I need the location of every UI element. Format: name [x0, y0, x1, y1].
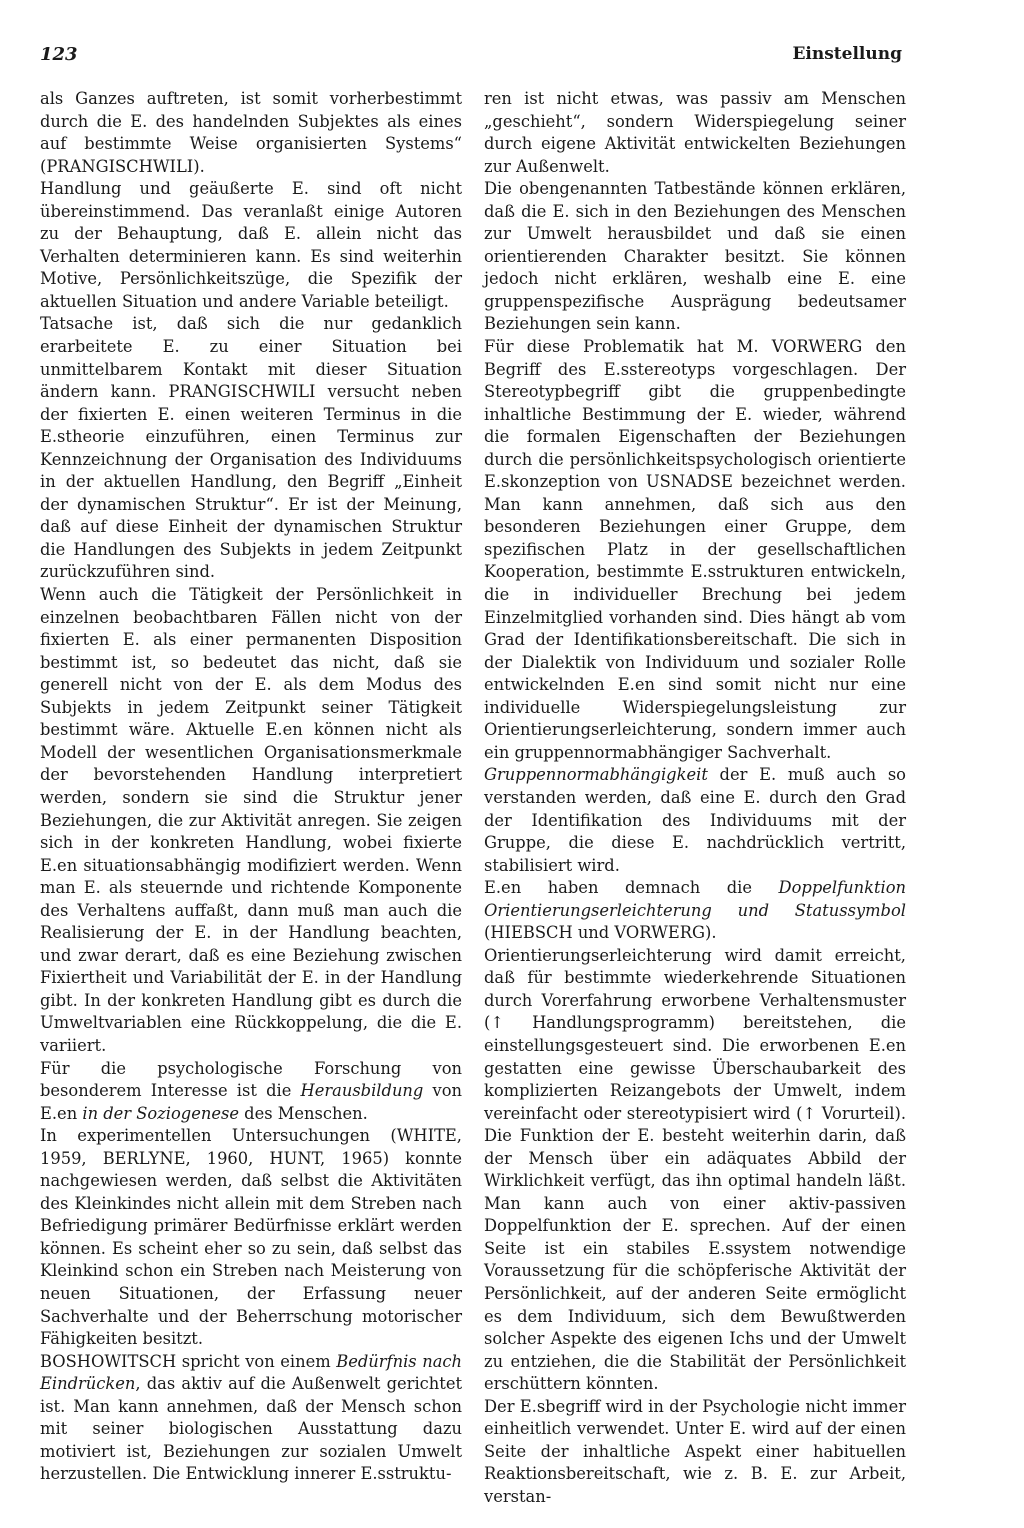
paragraph: Für diese Problematik hat M. VORWERG den Begriff des E.sstereotyps vorgeschlagen. Der Stereotypbegriff gibt die gruppenbedingte inhaltliche Bestimmung der E. wieder, während die formalen Eigenschaften der Beziehungen durch die persönlichkeitspsychologisch orientierte E.skonzeption von USNADSE bezeichnet werden. Man kann annehmen, daß sich aus den besonderen Beziehungen einer Gruppe, dem spezifischen Platz in der gesellschaftlichen Kooperation, bestimmte E.sstrukturen entwickeln, die in individueller Brechung bei jedem Einzelmitglied vorhanden sind. Dies hängt ab vom Grad der Identifikationsbereitschaft. Die sich in der Dialektik von Individuum und sozialer Rolle entwickelnden E.en sind somit nicht nur eine individuelle Widerspiegelungsleistung zur Orientierungserleichterung, sondern immer auch ein gruppennormabhängiger Sachverhalt.	[484, 337, 906, 762]
text-run: (HIEBSCH und VORWERG).	[484, 923, 717, 943]
paragraph: Wenn auch die Tätigkeit der Persönlichkeit in einzelnen beobachtbaren Fällen nicht von der fixierten E. als einer permanenten Disposition bestimmt ist, so bedeutet das nicht, daß sie generell nicht von der E. als dem Modus des Subjekts in jedem Zeitpunkt seiner Tätigkeit bestimmt wäre. Aktuelle E.en können nicht als Modell der wesentlichen Organisationsmerkmale der bevorstehenden Handlung interpretiert werden, sondern sie sind die Struktur jener Beziehungen, die zur Aktivität anregen. Sie zeigen sich in der konkreten Handlung, wobei fixierte E.en situationsabhängig modifiziert werden. Wenn man E. als steuernde und richtende Komponente des Verhaltens auffaßt, dann muß man auch die Realisierung der E. in der Handlung beachten, und zwar derart, daß es eine Beziehung zwischen Fixiertheit und Variabilität der E. in der Handlung gibt. In der konkreten Handlung gibt es durch die Umweltvariablen eine Rückkoppelung, die die E. variiert.	[40, 585, 462, 1055]
paragraph: Die obengenannten Tatbestände können erklären, daß die E. sich in den Beziehungen des Menschen zur Umwelt herausbildet und daß sie einen orientierenden Charakter besitzt. Sie können jedoch nicht erklären, weshalb eine E. eine gruppenspezifische Ausprägung bedeutsamer Beziehungen sein kann.	[484, 179, 906, 334]
paragraph: Orientierungserleichterung wird damit erreicht, daß für bestimmte wiederkehrende Situationen durch Vorerfahrung erworbene Verhaltensmuster (↑ Handlungsprogramm) bereitstehen, die einstellungsgesteuert sind. Die erworbenen E.en gestatten eine gewisse Überschaubarkeit des komplizierten Reizangebots der Umwelt, indem vereinfacht oder stereotypisiert wird (↑ Vorurteil). Die Funktion der E. besteht weiterhin darin, daß der Mensch über ein adäquates Abbild der Wirklichkeit verfügt, das ihn optimal handeln läßt. Man kann auch von einer aktiv-passiven Doppelfunktion der E. sprechen. Auf der einen Seite ist ein stabiles E.ssystem notwendige Voraussetzung für die schöpferische Aktivität der Persönlichkeit, auf der anderen Seite ermöglicht es dem Individuum, sich dem Bewußtwerden solcher Aspekte des eigenen Ichs und der Umwelt zu entziehen, die die Stabilität der Persönlichkeit erschüttern könnten.	[484, 945, 906, 1394]
text-run: von E.en	[40, 1081, 462, 1123]
paragraph	[40, 1351, 462, 1486]
paragraph	[484, 877, 906, 945]
text-run: E.en haben demnach die	[484, 878, 779, 898]
text-run: des Menschen.	[238, 1103, 368, 1123]
emphasis-text: Gruppennormabhängigkeit	[484, 765, 708, 785]
paragraph: In experimentellen Untersuchungen (WHITE, 1959, BERLYNE, 1960, HUNT, 1965) konnte nachgewiesen werden, daß selbst die Aktivitäten des Kleinkindes nicht allein mit dem Streben nach Befriedigung primärer Bedürfnisse erklärt werden können. Es scheint eher so zu sein, daß selbst das Kleinkind schon ein Streben nach Meisterung von neuen Situationen, der Erfassung neuer Sachverhalte und der Beherrschung motorischer Fähigkeiten besitzt.	[40, 1126, 462, 1349]
paragraph: Tatsache ist, daß sich die nur gedanklich erarbeitete E. zu einer Situation bei unmittelbarem Kontakt mit dieser Situation ändern kann. PRANGISCHWILI versucht neben der fixierten E. einen weiteren Terminus in die E.stheorie einzuführen, einen Terminus zur Kennzeichnung der Organisation des Individuums in der aktuellen Handlung, den Begriff „Einheit der dynamischen Struktur“. Er ist der Meinung, daß auf diese Einheit der dynamischen Struktur die Handlungen des Subjekts in jedem Zeitpunkt zurückzuführen sind.	[40, 314, 462, 582]
left-column	[40, 88, 462, 1486]
text-run: der E. muß auch so verstanden werden, daß eine E. durch den Grad der Identifikation des Individuums mit der Gruppe, die diese E. nachdrücklich vertritt, stabilisiert wird.	[484, 765, 906, 875]
emphasis-text: Herausbildung	[300, 1081, 424, 1101]
paragraph: ren ist nicht etwas, was passiv am Menschen „geschieht“, sondern Widerspiegelung seiner durch eigene Aktivität entwickelten Beziehungen zur Außenwelt.	[484, 89, 906, 176]
paragraph	[484, 764, 906, 877]
text-run: Für die psychologische Forschung von besonderem Interesse ist die	[40, 1058, 462, 1101]
paragraph: als Ganzes auftreten, ist somit vorherbestimmt durch die E. des handelnden Subjektes als eines auf bestimmte Weise organisierten Systems“ (PRANGISCHWILI).	[40, 89, 462, 176]
text-run: , das aktiv auf die Außenwelt gerichtet ist. Man kann annehmen, daß der Mensch schon mit seiner biologischen Ausstattung dazu motiviert ist, Beziehungen zur sozialen Umwelt herzustellen. Die Entwicklung innerer E.sstruktu-	[40, 1374, 462, 1484]
text-run: BOSHOWITSCH spricht von einem	[40, 1351, 337, 1371]
emphasis-text: Doppelfunktion Orientierungserleichterung und Statussymbol	[484, 878, 906, 920]
right-column	[484, 88, 906, 1508]
emphasis-text: Bedürfnis nach Eindrücken	[40, 1351, 463, 1394]
emphasis-text: in der Soziogenese	[82, 1103, 239, 1123]
page-number: 123	[40, 44, 78, 65]
paragraph	[40, 1058, 462, 1126]
paragraph: Handlung und geäußerte E. sind oft nicht übereinstimmend. Das veranlaßt einige Autoren zu der Behauptung, daß E. allein nicht das Verhalten determinieren kann. Es sind weiterhin Motive, Persönlichkeitszüge, die Spezifik der aktuellen Situation und andere Variable beteiligt.	[40, 179, 462, 311]
running-title: Einstellung	[792, 44, 902, 64]
paragraph: Der E.sbegriff wird in der Psychologie nicht immer einheitlich verwendet. Unter E. wird auf der einen Seite der inhaltliche Aspekt einer habituellen Reaktionsbereitschaft, wie z. B. E. zur Arbeit, verstan-	[484, 1396, 906, 1506]
